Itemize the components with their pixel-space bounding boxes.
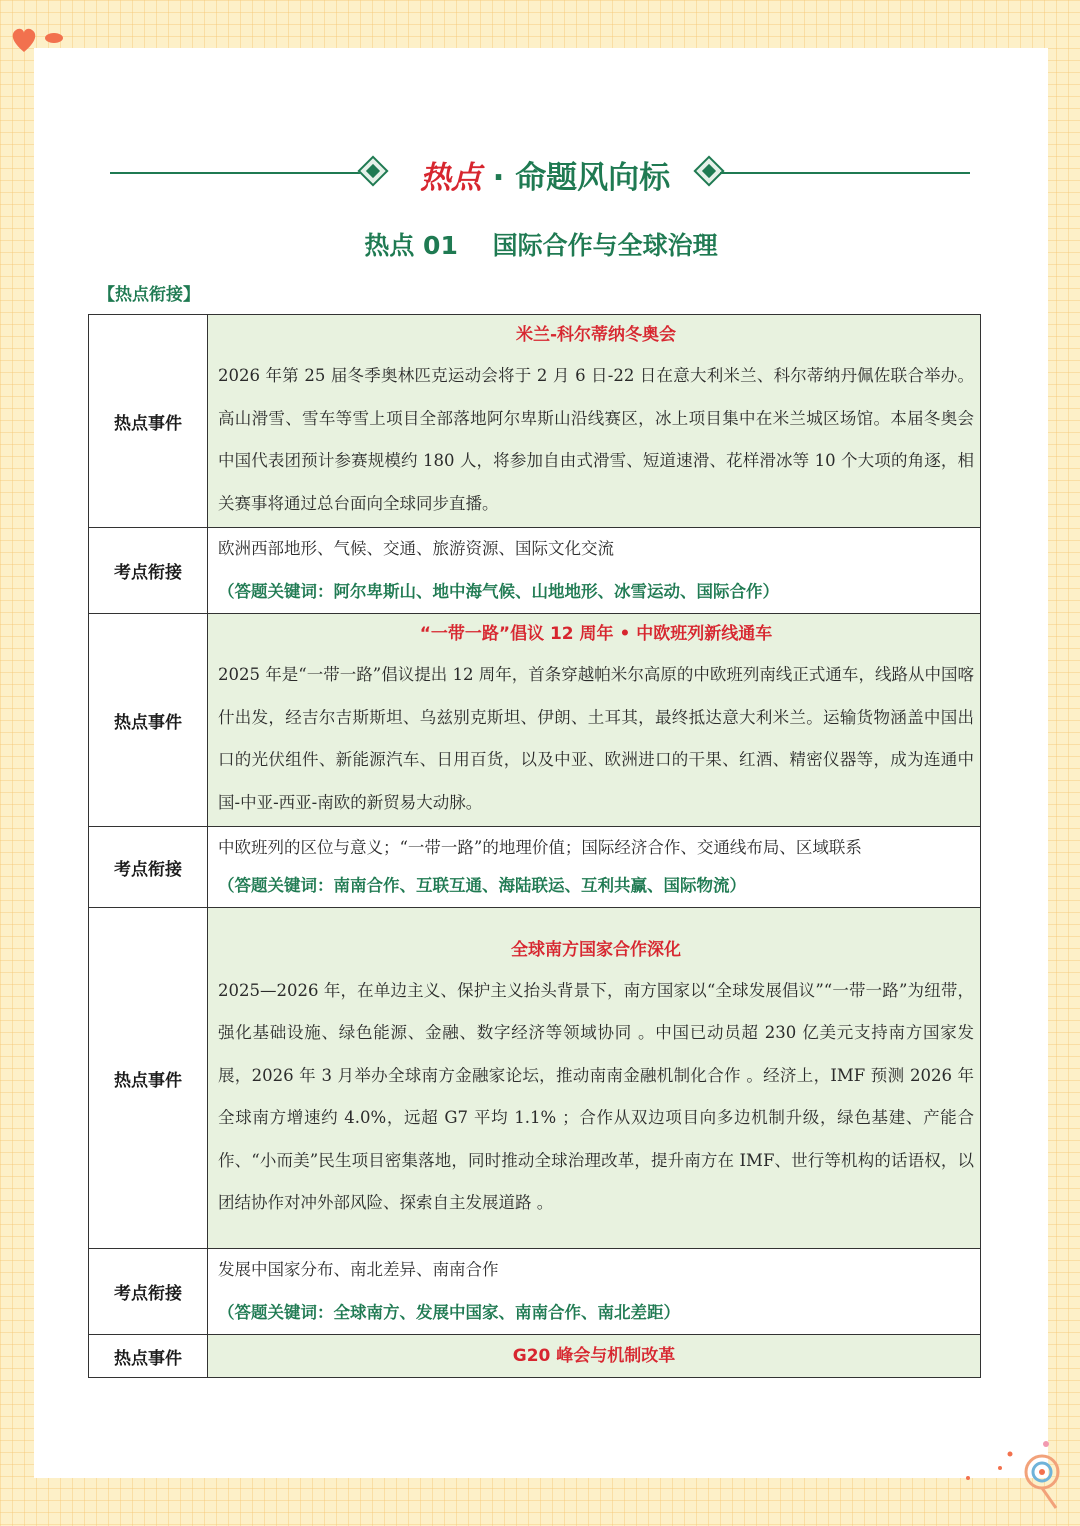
link-keywords: （答题关键词：全球南方、发展中国家、南南合作、南北差距）: [218, 1302, 680, 1322]
table-row: [89, 528, 981, 614]
row-label: 热点事件: [89, 908, 208, 1249]
link-text: 发展中国家分布、南北差异、南南合作: [218, 1260, 499, 1279]
event-cell: [208, 908, 981, 1249]
table-row: [89, 315, 981, 528]
section-label: 【热点衔接】: [98, 285, 200, 305]
banner-title-hot: 热点: [419, 160, 482, 196]
table-row: [89, 1249, 981, 1335]
row-label: 热点事件: [89, 1335, 208, 1378]
row-label: 考点衔接: [89, 1249, 208, 1335]
event-cell: [208, 614, 981, 827]
event-title: “一带一路”倡议 12 周年 • 中欧班列新线通车: [419, 624, 773, 644]
event-cell: [208, 315, 981, 528]
document-page: [34, 48, 1048, 1478]
event-title: G20 峰会与机制改革: [512, 1346, 676, 1366]
row-label: 热点事件: [89, 315, 208, 528]
banner-line-right: [720, 172, 970, 174]
hotspot-table: [88, 314, 980, 1378]
table-row: [89, 908, 981, 1249]
table-row: [89, 614, 981, 827]
banner-title: [402, 152, 688, 197]
title-banner: [110, 148, 970, 198]
link-keywords: （答题关键词：阿尔卑斯山、地中海气候、山地地形、冰雪运动、国际合作）: [218, 581, 779, 601]
link-keywords: （答题关键词：南南合作、互联互通、海陆联运、互利共赢、国际物流）: [218, 876, 746, 895]
row-label: 考点衔接: [89, 827, 208, 908]
event-text: 2025—2026 年，在单边主义、保护主义抬头背景下，南方国家以“全球发展倡议”“一带一路”为纽带，强化基础设施、绿色能源、金融、数字经济等领域协同 。中国已动员超 230 亿美元支持南方国家发展，2026 年 3 月举办全球南方金融家论坛，推动南南金融机制化合作 。经济上，IMF 预测 2026 年全球南方增速约 4.0%，远超 G7 平均 1.1% ；合作从双边项目向多边机制升级，绿色基建、产能合作、“小而美”民生项目密集落地，同时推动全球治理改革，提升南方在 IMF、世行等机构的话语权，以团结协作对冲外部风险、探索自主发展道路 。: [218, 980, 974, 1212]
row-label: 考点衔接: [89, 528, 208, 614]
diamond-icon: [357, 155, 388, 186]
event-text: 2026 年第 25 届冬季奥林匹克运动会将于 2 月 6 日-22 日在意大利米兰、科尔蒂纳丹佩佐联合举办。高山滑雪、雪车等雪上项目全部落地阿尔卑斯山沿线赛区，冰上项目集中在米兰城区场馆。本届冬奥会中国代表团预计参赛规模约 180 人，将参加自由式滑雪、短道速滑、花样滑冰等 10 个大项的角逐，相关赛事将通过总台面向全球同步直播。: [218, 366, 974, 513]
page-subtitle: 热点 01 国际合作与全球治理: [364, 231, 718, 260]
table-row: [89, 1335, 981, 1378]
link-cell: [208, 1249, 981, 1335]
link-cell: [208, 528, 981, 614]
banner-title-separator: ·: [481, 160, 516, 196]
event-title: 米兰-科尔蒂纳冬奥会: [515, 325, 677, 345]
link-text: 欧洲西部地形、气候、交通、旅游资源、国际文化交流: [218, 539, 614, 558]
row-label: 热点事件: [89, 614, 208, 827]
event-cell: [208, 1335, 981, 1378]
table-row: [89, 827, 981, 908]
event-title: 全球南方国家合作深化: [511, 939, 681, 960]
link-cell: [208, 827, 981, 908]
banner-line-left: [110, 172, 360, 174]
banner-title-rest: 命题风向标: [515, 160, 671, 196]
link-text: 中欧班列的区位与意义；“一带一路”的地理价值；国际经济合作、交通线布局、区域联系: [218, 838, 862, 857]
diamond-icon: [693, 155, 724, 186]
target-decoration-icon: [960, 1436, 1070, 1516]
event-text: 2025 年是“一带一路”倡议提出 12 周年，首条穿越帕米尔高原的中欧班列南线正式通车，线路从中国喀什出发，经吉尔吉斯斯坦、乌兹别克斯坦、伊朗、土耳其，最终抵达意大利米兰。运输货物涵盖中国出口的光伏组件、新能源汽车、日用百货，以及中亚、欧洲进口的干果、红酒、精密仪器等，成为连通中国-中亚-西亚-南欧的新贸易大动脉。: [218, 665, 974, 812]
